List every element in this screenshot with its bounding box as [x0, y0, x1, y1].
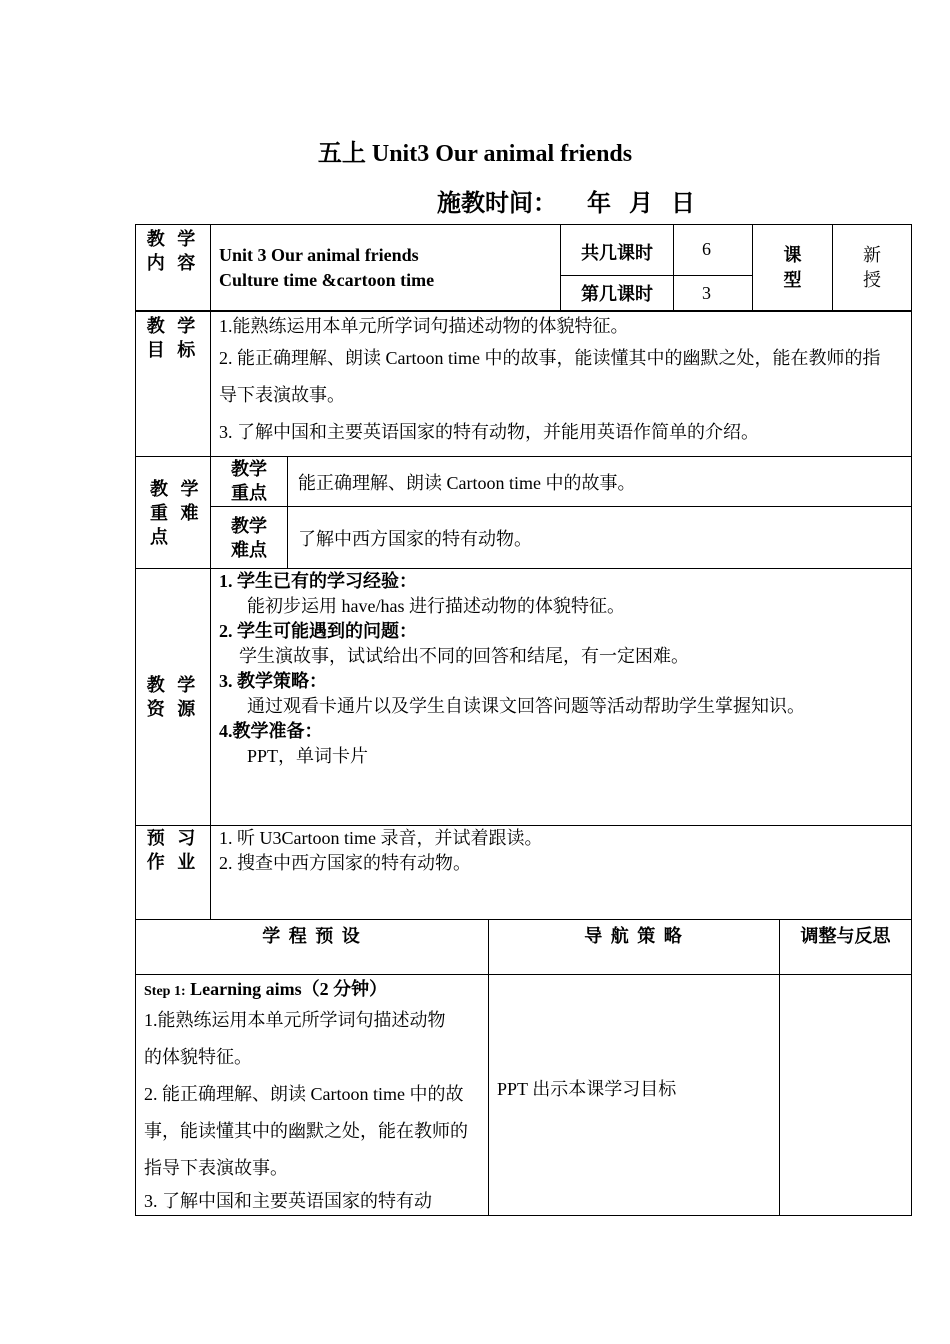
total-lessons-value: 6 [674, 225, 753, 276]
process-col-header: 学 程 预 设 [136, 920, 489, 975]
reflection-content [780, 975, 912, 1216]
resources-content: 1. 学生已有的学习经验： 能初步运用 have/has 进行描述动物的体貌特征。 2. 学生可能遇到的问题： 学生演故事，试试给出不同的回答和结尾，有一定困难。 3. 教学策略： 通过观看卡通片以及学生自读课文回答问题等活动帮助学生掌握知识。 4.教学准备： PPT，单词卡片 [211, 569, 912, 826]
lesson-number-value: 3 [674, 276, 753, 311]
difficult-point-label: 教学 难点 [211, 507, 288, 569]
preview-table [135, 825, 912, 920]
strategy-col-header: 导 航 策 略 [489, 920, 780, 975]
lesson-type-label: 课 型 [753, 225, 833, 311]
page-title: 五上 Unit3 Our animal friends [317, 141, 633, 167]
resources-label: 教 学 资 源 [136, 569, 211, 826]
resources-table [135, 568, 912, 826]
keypoints-label: 教 学 重 难 点 [136, 457, 211, 569]
lesson-type-value: 新 授 [833, 225, 912, 311]
reflection-col-header: 调整与反思 [780, 920, 912, 975]
content-text: Unit 3 Our animal friends Culture time &cartoon time [211, 225, 561, 311]
keypoints-table [135, 456, 912, 569]
step-content: Step 1: Learning aims（2 分钟） 1.能熟练运用本单元所学词句描述动物 的体貌特征。 2. 能正确理解、朗读 Cartoon time 中的故 事，能读懂其中的幽默之处，能在教师的 指导下表演故事。 3. 了解中国和主要英语国家的特有动 [136, 975, 489, 1216]
preview-content: 1. 听 U3Cartoon time 录音，并试着跟读。 2. 搜查中西方国家的特有动物。 [211, 826, 912, 920]
total-lessons-label: 共几课时 [561, 225, 674, 276]
goals-table [135, 311, 912, 457]
goals-label: 教 学 目 标 [136, 312, 211, 457]
key-point-label: 教学 重点 [211, 457, 288, 507]
lesson-header-table [135, 224, 912, 311]
process-table [135, 919, 912, 1216]
teaching-time: 施教时间： 年 月 日 [437, 191, 695, 217]
lesson-number-label: 第几课时 [561, 276, 674, 311]
preview-label: 预 习 作 业 [136, 826, 211, 920]
key-point-text: 能正确理解、朗读 Cartoon time 中的故事。 [288, 457, 912, 507]
strategy-content: PPT 出示本课学习目标 [489, 975, 780, 1216]
difficult-point-text: 了解中西方国家的特有动物。 [288, 507, 912, 569]
goals-content: 1.能熟练运用本单元所学词句描述动物的体貌特征。 2. 能正确理解、朗读 Cartoon time 中的故事，能读懂其中的幽默之处，能在教师的指 导下表演故事。 3. 了解中国和主要英语国家的特有动物，并能用英语作简单的介绍。 [211, 312, 912, 457]
content-label: 教 学 内 容 [136, 225, 211, 311]
